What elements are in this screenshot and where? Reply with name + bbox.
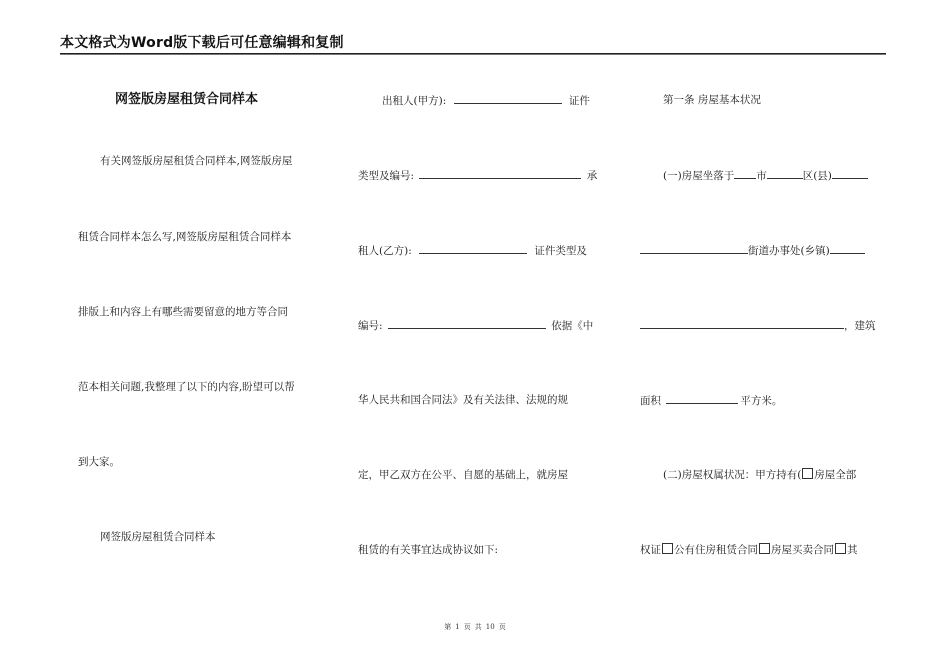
- page-number: 1: [455, 623, 460, 631]
- contract-line: [358, 243, 587, 258]
- contract-line: [663, 168, 868, 183]
- paragraph-line: 排版上和内容上有哪些需要留意的地方等合同: [78, 306, 288, 318]
- footer-text: 页: [463, 623, 471, 631]
- text-fragment: 承: [586, 170, 598, 182]
- lessor-label: 出租人(甲方):: [382, 95, 447, 107]
- text-fragment: 区(县): [802, 170, 832, 182]
- text-fragment: 类型及编号:: [358, 170, 415, 182]
- blank-field: [419, 243, 527, 254]
- blank-field: [419, 168, 581, 179]
- text-fragment: 证件: [568, 95, 590, 107]
- text-fragment: 街道办事处(乡镇): [748, 245, 830, 257]
- text-fragment: 依据《中: [551, 320, 594, 332]
- text-fragment: 证件类型及: [534, 245, 587, 257]
- checkbox-icon: [662, 543, 673, 554]
- text-fragment: 权证: [640, 544, 661, 556]
- paragraph-line: 范本相关问题,我整理了以下的内容,盼望可以帮: [78, 381, 295, 393]
- text-fragment: 市: [756, 170, 767, 182]
- checkbox-icon: [802, 468, 813, 479]
- header-banner: 本文格式为Word版下载后可任意编辑和复制: [60, 35, 344, 51]
- text-fragment: (二)房屋权属状况：甲方持有(: [663, 469, 802, 481]
- blank-field: [830, 243, 865, 254]
- checkbox-icon: [759, 543, 770, 554]
- blank-field: [666, 393, 738, 404]
- contract-line: [640, 318, 876, 333]
- footer-text: 第: [444, 623, 452, 631]
- text-fragment: 房屋买卖合同: [771, 544, 834, 556]
- page-header: [60, 33, 886, 53]
- checkbox-icon: [835, 543, 846, 554]
- blank-field: [454, 93, 562, 104]
- contract-line: [640, 393, 782, 408]
- blank-field: [832, 168, 868, 179]
- text-fragment: (一)房屋坐落于: [663, 170, 735, 182]
- page-footer: [0, 622, 950, 632]
- text-fragment: 编号:: [358, 320, 383, 332]
- lessee-label: 租人(乙方):: [358, 245, 412, 257]
- text-fragment: 面积: [640, 395, 661, 407]
- section-subtitle: 网签版房屋租赁合同样本: [100, 531, 216, 543]
- blank-field: [734, 168, 756, 179]
- paragraph-line: 到大家。: [78, 456, 120, 468]
- contract-line: 租赁的有关事宜达成协议如下:: [358, 544, 499, 556]
- blank-field: [767, 168, 803, 179]
- page-total: 10: [485, 623, 495, 631]
- text-fragment: 公有住房租赁合同: [674, 544, 758, 556]
- contract-line: [663, 468, 856, 482]
- blank-field: [640, 243, 748, 254]
- blank-field: [640, 318, 844, 329]
- text-fragment: ，建筑: [844, 320, 876, 332]
- contract-line: [358, 168, 597, 183]
- contract-line: [358, 318, 593, 333]
- text-fragment: 平方米。: [740, 395, 783, 407]
- footer-text: 共: [474, 623, 482, 631]
- contract-line: 华人民共和国合同法》及有关法律、法规的规: [358, 394, 568, 406]
- paragraph-line: 有关网签版房屋租赁合同样本,网签版房屋: [100, 155, 293, 167]
- paragraph-line: 租赁合同样本怎么写,网签版房屋租赁合同样本: [78, 231, 292, 243]
- header-rule-thin: [60, 54, 886, 55]
- blank-field: [388, 318, 546, 329]
- text-fragment: 房屋全部: [814, 469, 857, 481]
- contract-line: [382, 93, 590, 108]
- text-fragment: 其: [847, 544, 858, 556]
- footer-text: 页: [498, 623, 506, 631]
- contract-line: [640, 243, 865, 258]
- article-heading: 第一条 房屋基本状况: [663, 94, 761, 106]
- document-title: 网签版房屋租赁合同样本: [115, 92, 259, 107]
- contract-line: 定，甲乙双方在公平、自愿的基础上，就房屋: [358, 469, 568, 481]
- contract-line: [640, 543, 858, 557]
